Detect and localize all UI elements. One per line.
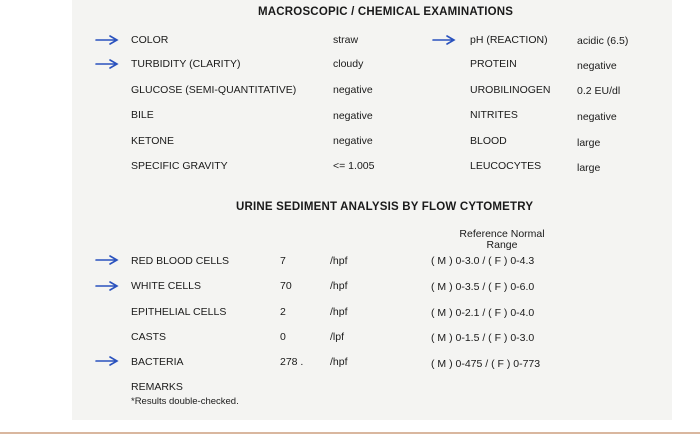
sediment-label: BACTERIA (131, 356, 184, 368)
macro-right-value: acidic (6.5) (577, 35, 629, 47)
arrow-right-icon (95, 255, 121, 265)
macro-right-label: BLOOD (470, 135, 507, 147)
sediment-label: RED BLOOD CELLS (131, 255, 230, 267)
sediment-value: 278 . (280, 356, 304, 368)
macro-right-value: large (577, 162, 601, 174)
sediment-label: WHITE CELLS (131, 280, 202, 292)
macro-left-value: cloudy (333, 58, 364, 70)
arrow-right-icon (95, 35, 121, 45)
arrow-right-icon (95, 356, 121, 366)
macro-left-value: negative (333, 110, 373, 122)
macro-left-label: TURBIDITY (CLARITY) (131, 58, 241, 70)
sediment-value: 2 (280, 306, 286, 318)
macro-right-value: negative (577, 111, 617, 123)
macro-left-label: KETONE (131, 135, 174, 147)
macro-right-label: NITRITES (470, 109, 518, 121)
sediment-unit: /hpf (330, 255, 348, 267)
macro-title: MACROSCOPIC / CHEMICAL EXAMINATIONS (258, 6, 514, 18)
macro-left-label: GLUCOSE (SEMI-QUANTITATIVE) (131, 84, 297, 96)
macro-right-value: negative (577, 60, 617, 72)
macro-right-label: PROTEIN (470, 58, 517, 70)
reference-range-header-line1: Reference Normal (459, 228, 545, 240)
sediment-value: 0 (280, 331, 286, 343)
arrow-right-icon (432, 35, 458, 45)
macro-left-value: negative (333, 135, 373, 147)
macro-right-label: pH (REACTION) (470, 34, 548, 46)
sediment-title: URINE SEDIMENT ANALYSIS BY FLOW CYTOMETRY (236, 201, 534, 213)
macro-left-label: COLOR (131, 34, 169, 46)
reference-range-header-line2: Range (486, 239, 518, 251)
macro-left-value: <= 1.005 (333, 160, 375, 172)
macro-left-label: BILE (131, 109, 154, 121)
sediment-range: ( M ) 0-1.5 / ( F ) 0-3.0 (431, 332, 535, 344)
macro-left-value: negative (333, 84, 373, 96)
arrow-right-icon (95, 59, 121, 69)
sediment-range: ( M ) 0-475 / ( F ) 0-773 (431, 358, 541, 370)
bottom-divider (0, 432, 700, 434)
macro-left-value: straw (333, 34, 359, 46)
sediment-label: EPITHELIAL CELLS (131, 306, 227, 318)
sediment-value: 7 (280, 255, 286, 267)
sediment-range: ( M ) 0-3.5 / ( F ) 0-6.0 (431, 281, 535, 293)
remarks-note: *Results double-checked. (131, 396, 239, 407)
macro-right-value: large (577, 137, 601, 149)
reference-range-header (448, 229, 556, 251)
sediment-unit: /hpf (330, 280, 348, 292)
remarks-title: REMARKS (131, 381, 183, 393)
sediment-range: ( M ) 0-3.0 / ( F ) 0-4.3 (431, 255, 535, 267)
sediment-range: ( M ) 0-2.1 / ( F ) 0-4.0 (431, 307, 535, 319)
macro-right-label: UROBILINOGEN (470, 84, 551, 96)
macro-right-label: LEUCOCYTES (470, 160, 542, 172)
sediment-unit: /hpf (330, 306, 348, 318)
arrow-right-icon (95, 281, 121, 291)
macro-right-value: 0.2 EU/dl (577, 85, 621, 97)
sediment-label: CASTS (131, 331, 167, 343)
macro-left-label: SPECIFIC GRAVITY (131, 160, 228, 172)
sediment-unit: /lpf (330, 331, 345, 343)
sediment-value: 70 (280, 280, 292, 292)
sediment-unit: /hpf (330, 356, 348, 368)
